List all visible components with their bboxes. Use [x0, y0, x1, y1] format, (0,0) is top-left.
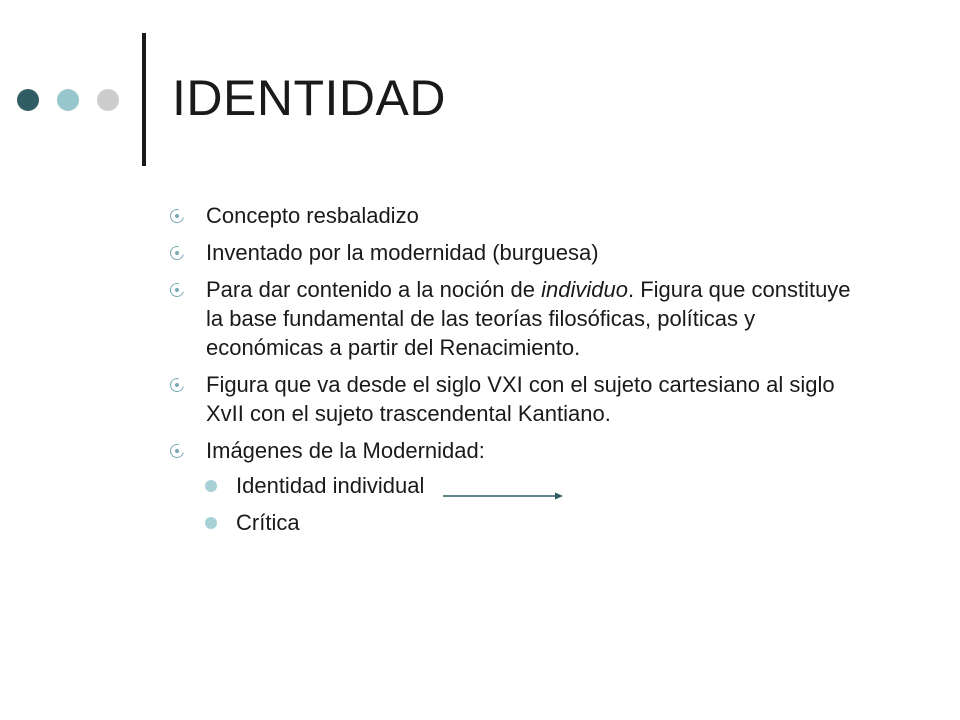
bullet-icon — [167, 243, 186, 262]
sub-bullet-list — [206, 471, 860, 537]
bullet-text-segment: . Figura que constituye la base fundamental de las teorías filosóficas, políticas y económicas a partir del Renacimiento. — [206, 277, 851, 360]
decorative-dot-teal — [57, 89, 79, 111]
decorative-dot-dark — [17, 89, 39, 111]
bullet-item — [170, 436, 860, 537]
slide-title: IDENTIDAD — [172, 70, 446, 126]
title-divider-line — [142, 33, 146, 166]
arrow-icon — [443, 490, 563, 502]
bullet-text-emphasis: individuo — [541, 277, 628, 302]
bullet-text: Imágenes de la Modernidad: — [206, 438, 485, 463]
bullet-icon — [167, 375, 186, 394]
sub-bullet-item — [206, 508, 860, 537]
bullet-item — [170, 201, 860, 230]
sub-bullet-text: Crítica — [236, 510, 300, 535]
bullet-item — [170, 238, 860, 267]
bullet-icon — [167, 441, 186, 460]
bullet-icon — [167, 280, 186, 299]
bullet-text: Inventado por la modernidad (burguesa) — [206, 240, 599, 265]
sub-bullet-dot-icon — [205, 480, 217, 492]
bullet-text-segment: Para dar contenido a la noción de — [206, 277, 542, 302]
bullet-item — [170, 275, 860, 362]
bullet-text: Concepto resbaladizo — [206, 203, 419, 228]
sub-bullet-text: Identidad individual — [236, 473, 425, 498]
decorative-dot-gray — [97, 89, 119, 111]
bullet-icon — [167, 206, 186, 225]
bullet-text — [206, 277, 851, 360]
bullet-text: Figura que va desde el siglo VXI con el sujeto cartesiano al siglo XvII con el sujeto trascendental Kantiano. — [206, 372, 835, 426]
sub-bullet-dot-icon — [205, 517, 217, 529]
bullet-item — [170, 370, 860, 428]
